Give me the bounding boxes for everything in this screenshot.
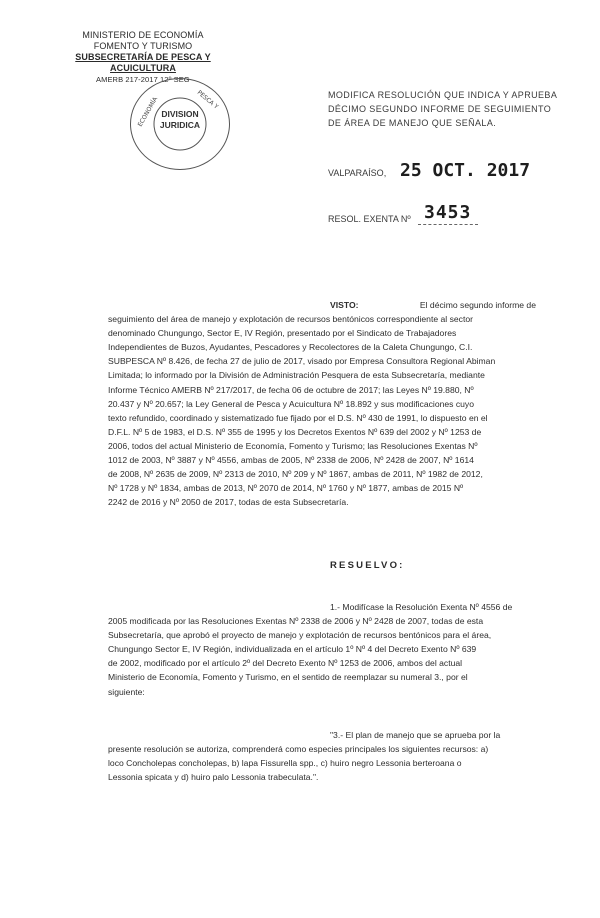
resuelvo-label: RESUELVO: — [330, 560, 405, 571]
visto-line-0: El décimo segundo informe de — [419, 300, 536, 310]
item1-line-0: 1.- Modifícase la Resolución Exenta Nº 4556 de — [330, 602, 513, 612]
subsecretaria-line: SUBSECRETARÍA DE PESCA Y ACUICULTURA — [75, 52, 211, 73]
resol-number: 3453 — [424, 202, 472, 223]
stamp-line2: JURIDICA — [159, 120, 201, 130]
ministry-line2: FOMENTO Y TURISMO — [93, 41, 193, 51]
item1-line-3: Chungungo Sector E, IV Región, individualizada en el artículo 1º Nº 4 del Decreto Exento Nº 639 — [108, 644, 477, 655]
visto-line-10: 2006, todos del actual Ministerio de Economía, Fomento y Turismo; las Resoluciones Exentas Nº — [108, 440, 478, 451]
visto-line-1: seguimiento del área de manejo y explotación de recursos bentónicos correspondiente al sector — [108, 314, 473, 325]
resuelvo-item-1 — [108, 600, 536, 699]
document-date: 25 OCT. 2017 — [400, 160, 531, 181]
reference-line: AMERB 217-2017 12º SEG — [96, 75, 190, 84]
visto-line-6: Informe Técnico AMERB Nº 217/2017, de fecha 06 de octubre de 2017; las Leyes Nº 19.880, Nº — [108, 384, 474, 395]
svg-text:ECONOMÍA: ECONOMÍA — [136, 95, 160, 128]
visto-line-7: 20.437 y Nº 20.657; la Ley General de Pesca y Acuicultura Nº 18.892 y sus modificaciones cuyo — [108, 398, 474, 409]
visto-line-14: 2242 de 2016 y Nº 2050 de 2017, todas de esta Subsecretaría. — [108, 497, 349, 508]
title-line2: DÉCIMO SEGUNDO INFORME DE SEGUIMIENTO — [328, 104, 552, 114]
item1-line-1: 2005 modificada por las Resoluciones Exentas Nº 2338 de 2006 y Nº 2428 de 2007, todas de esta — [108, 616, 484, 627]
ministry-header — [48, 30, 238, 85]
visto-line-12: de 2008, Nº 2635 de 2009, Nº 2313 de 2010, Nº 209 y Nº 1867, ambas de 2011, Nº 1982 de 2012, — [108, 469, 483, 480]
item2-line-0: "3.- El plan de manejo que se aprueba por la — [330, 730, 501, 740]
document-title — [328, 88, 578, 130]
item2-line-3: Lessonia spicata y d) huiro palo Lessonia trabeculata.". — [108, 772, 319, 783]
resol-number-underline — [418, 224, 478, 225]
visto-line-5: Limitada; lo informado por la División de Administración Pesquera de esta Subsecretaría, mediante — [108, 370, 485, 381]
visto-line-8: texto refundido, coordinado y sistematizado fue fijado por el D.S. Nº 430 de 1991, lo dispuesto en el — [108, 412, 488, 423]
city-label: VALPARAÍSO, — [328, 168, 387, 178]
resol-label: RESOL. EXENTA Nº — [328, 214, 411, 224]
visto-section — [108, 298, 536, 509]
item1-line-5: Ministerio de Economía, Fomento y Turismo, en el sentido de reemplazar su numeral 3., por el — [108, 672, 468, 683]
title-line1: MODIFICA RESOLUCIÓN QUE INDICA Y APRUEBA — [328, 90, 558, 100]
division-juridica-stamp — [130, 78, 230, 170]
visto-label: VISTO: — [330, 300, 359, 310]
visto-first-line — [108, 298, 536, 312]
item1-line-2: Subsecretaría, que aprobó el proyecto de manejo y explotación de recursos bentónicos para el área, — [108, 630, 492, 641]
visto-line-9: D.F.L. Nº 5 de 1983, el D.S. Nº 355 de 1995 y los Decretos Exentos Nº 639 del 2002 y Nº 1253 de — [108, 426, 482, 437]
visto-line-4: SUBPESCA Nº 8.426, de fecha 27 de julio de 2017, visado por Empresa Consultora Regional Abiman — [108, 356, 496, 367]
title-line3: DE ÁREA DE MANEJO QUE SEÑALA. — [328, 118, 497, 128]
stamp-line1: DIVISION — [161, 109, 199, 119]
item2-line-2: loco Concholepas concholepas, b) lapa Fissurella spp., c) huiro negro Lessonia berteroana o — [108, 758, 462, 769]
visto-line-2: denominado Chungungo, Sector E, IV Región, presentado por el Sindicato de Trabajadores — [108, 328, 457, 339]
item1-line-6: siguiente: — [108, 686, 145, 697]
ministry-line1: MINISTERIO DE ECONOMÍA — [82, 30, 204, 40]
item1-line-4: de 2002, modificado por el artículo 2º del Decreto Exento Nº 1253 de 2006, ambos del actual — [108, 658, 463, 669]
svg-text:PESCA Y: PESCA Y — [195, 89, 220, 111]
resuelvo-item-2 — [108, 728, 536, 784]
visto-line-3: Independientes de Buzos, Ayudantes, Pescadores y Recolectores de la Caleta Chungungo, C.I. — [108, 342, 473, 353]
visto-line-13: Nº 1728 y Nº 1834, ambas de 2013, Nº 2070 de 2014, Nº 1760 y Nº 1877, ambas de 2015 Nº — [108, 483, 464, 494]
visto-line-11: 1012 de 2003, Nº 3887 y Nº 4556, ambas de 2005, Nº 2338 de 2006, Nº 2428 de 2007, Nº 1614 — [108, 455, 474, 466]
item2-line-1: presente resolución se autoriza, comprenderá como especies principales los siguientes recursos: a) — [108, 744, 489, 755]
